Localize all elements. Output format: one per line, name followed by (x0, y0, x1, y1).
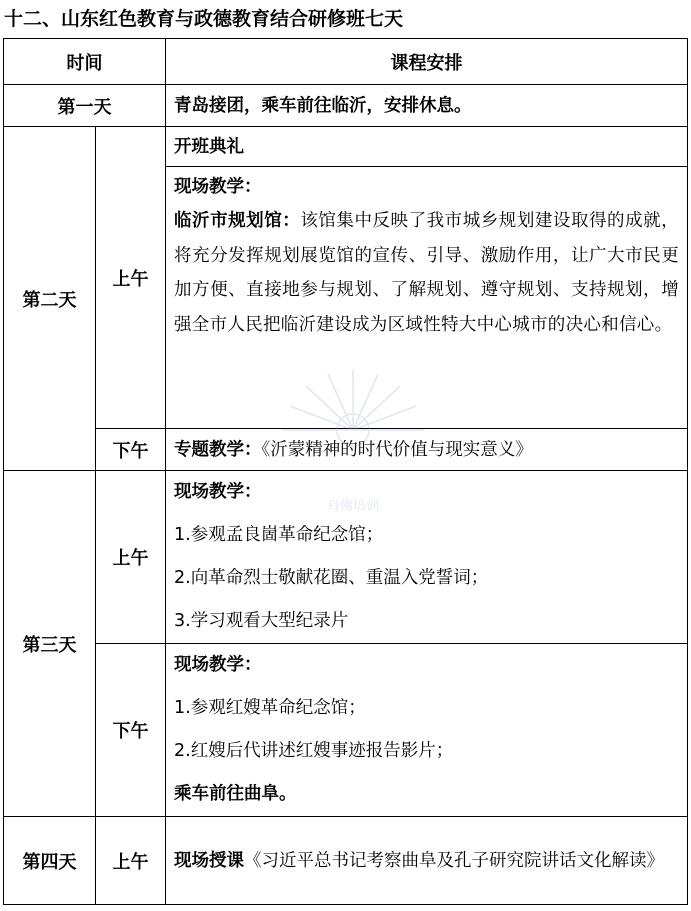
day2-onsite-label: 现场教学： (174, 177, 262, 197)
day2-topic: 《沂蒙精神的时代价值与现实意义》 (261, 439, 533, 460)
day4-morning-period: 上午 (96, 817, 166, 905)
schedule-table (3, 38, 688, 905)
day4-lecture-label: 现场授课 (174, 850, 244, 871)
day2-afternoon-row (4, 429, 688, 471)
day3-morning-item: 1.参观孟良崮革命纪念馆； (174, 525, 384, 545)
day3-afternoon-item: 1.参观红嫂革命纪念馆； (174, 698, 366, 718)
day3-morning-onsite-label: 现场教学： (174, 482, 262, 502)
day3-afternoon-cell (166, 644, 688, 817)
day1-label: 第一天 (4, 85, 166, 127)
day4-lecture-cell (166, 817, 688, 905)
day3-afternoon-item: 2.红嫂后代讲述红嫂事迹报告影片； (174, 741, 454, 761)
day2-ceremony-row (4, 127, 688, 167)
day3-morning-cell (166, 471, 688, 644)
day2-topic-label: 专题教学： (174, 439, 262, 460)
day3-morning-period: 上午 (96, 471, 166, 644)
day1-row (4, 85, 688, 127)
header-schedule: 课程安排 (166, 39, 688, 85)
watermark-text: 丹佛培训 (326, 499, 380, 514)
day1-content: 青岛接团，乘车前往临沂，安排休息。 (166, 85, 688, 127)
day2-morning-period: 上午 (96, 127, 166, 429)
day3-morning-item: 2.向革命烈士敬献花圈、重温入党誓词； (174, 568, 489, 588)
museum-paragraph (174, 204, 679, 342)
day4-label: 第四天 (4, 817, 96, 905)
day3-travel: 乘车前往曲阜。 (174, 784, 297, 804)
document-title: 十二、山东红色教育与政德教育结合研修班七天 (4, 8, 404, 30)
day2-afternoon-period: 下午 (96, 429, 166, 471)
day3-morning-item: 3.学习观看大型纪录片 (174, 611, 349, 631)
day2-ceremony: 开班典礼 (166, 127, 688, 167)
day4-lecture: 《习近平总书记考察曲阜及孔子研究院讲话文化解读》 (244, 850, 664, 871)
day2-onsite-cell (166, 167, 688, 429)
day3-afternoon-period: 下午 (96, 644, 166, 817)
table-header-row (4, 39, 688, 85)
museum-name: 临沂市规划馆： (174, 211, 301, 231)
day3-morning-row (4, 471, 688, 644)
day4-row (4, 817, 688, 905)
day2-topic-cell (166, 429, 688, 471)
day3-afternoon-onsite-label: 现场教学： (174, 655, 262, 675)
header-time: 时间 (4, 39, 166, 85)
museum-description: 该馆集中反映了我市城乡规划建设取得的成就，将充分发挥规划展览馆的宣传、引导、激励作用，让广大市民更加方便、直接地参与规划、了解规划、遵守规划、支持规划，增强全市人民把临沂建设成为区域性特大中心城市的决心和信心。 (174, 211, 679, 335)
day2-label: 第二天 (4, 127, 96, 471)
day3-afternoon-row (4, 644, 688, 817)
day3-label: 第三天 (4, 471, 96, 817)
